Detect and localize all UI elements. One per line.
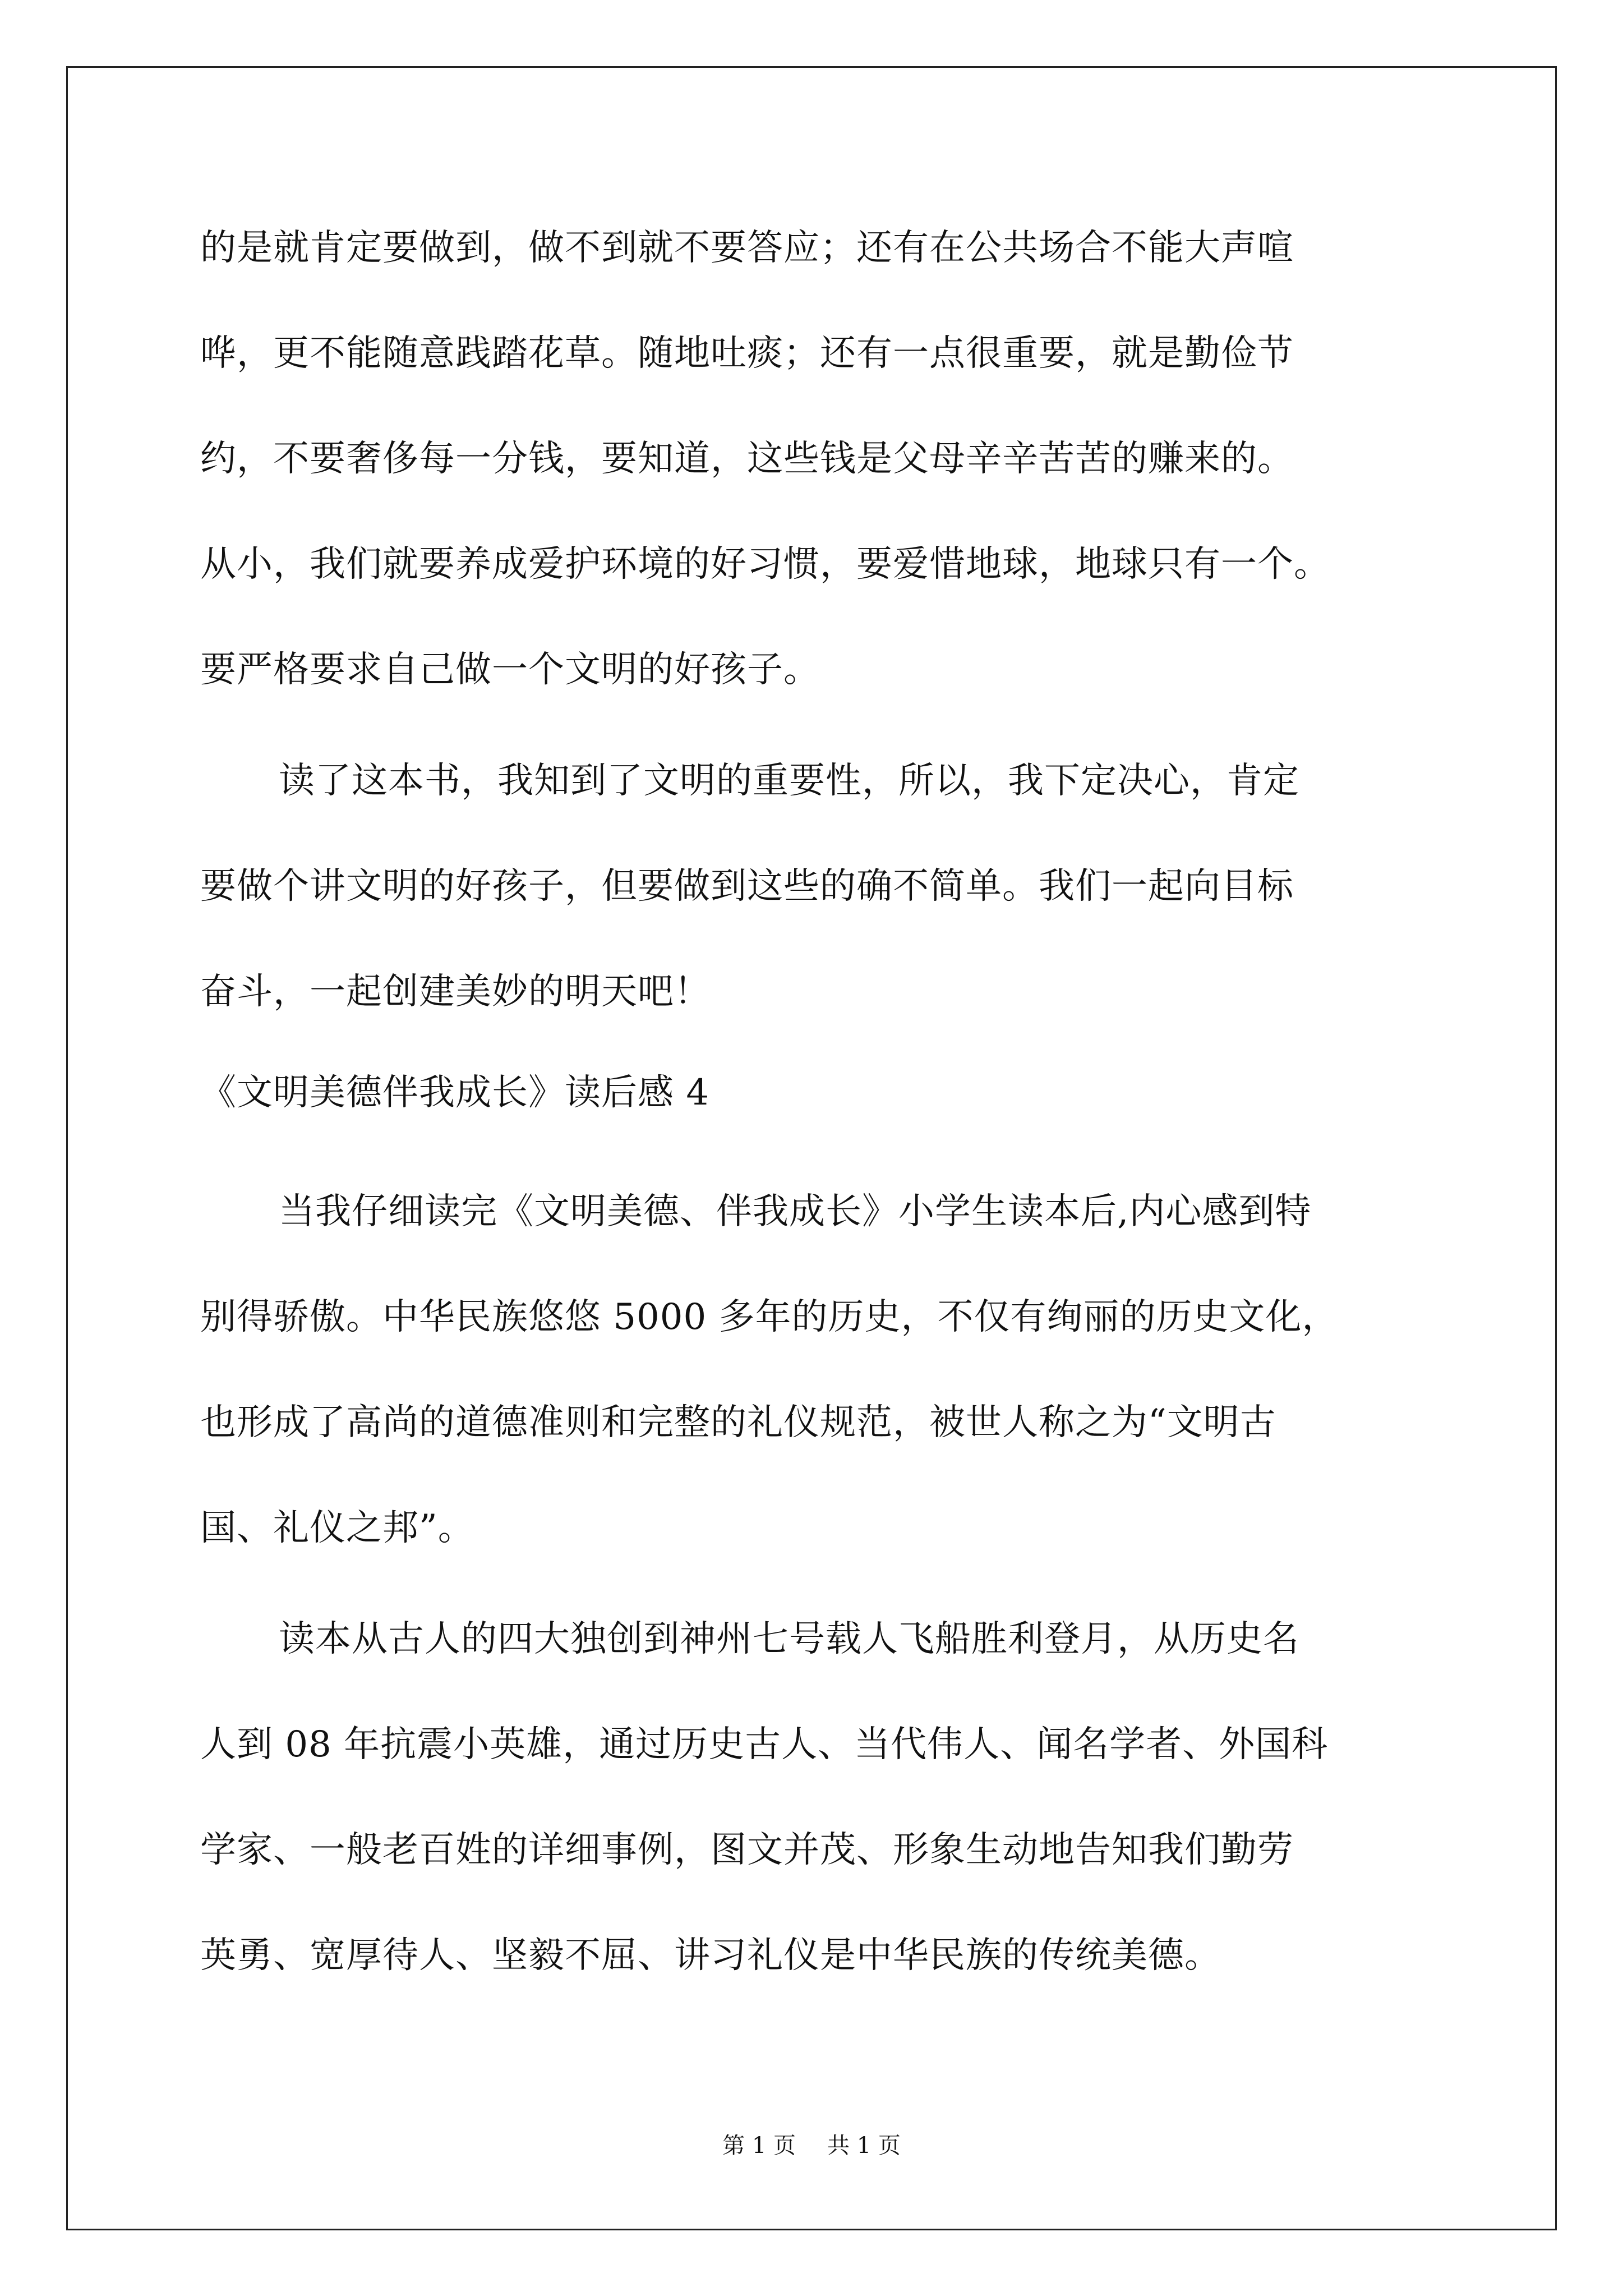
text-line: 国、礼仪之邦”。 [200, 1507, 474, 1549]
paragraph-start-line: 当我仔细读完《文明美德、伴我成长》小学生读本后,内心感到特 [279, 1191, 1312, 1232]
text-line: 别得骄傲。中华民族悠悠 5000 多年的历史，不仅有绚丽的历史文化， [200, 1296, 1339, 1338]
text-line: 也形成了高尚的道德准则和完整的礼仪规范，被世人称之为“文明古 [200, 1402, 1276, 1443]
text-line: 的是就肯定要做到，做不到就不要答应；还有在公共场合不能大声喧 [200, 227, 1294, 269]
page-number: 第 1 页 [722, 2133, 796, 2159]
text-line: 约，不要奢侈每一分钱，要知道，这些钱是父母辛辛苦苦的赚来的。 [200, 438, 1294, 480]
section-heading: 《文明美德伴我成长》读后感 4 [200, 1072, 710, 1114]
text-line: 要严格要求自己做一个文明的好孩子。 [200, 649, 820, 691]
text-line: 人到 08 年抗震小英雄，通过历史古人、当代伟人、闻名学者、外国科 [200, 1724, 1329, 1765]
text-line: 学家、一般老百姓的详细事例，图文并茂、形象生动地告知我们勤劳 [200, 1829, 1294, 1871]
page-total: 共 1 页 [827, 2133, 901, 2159]
text-line: 英勇、宽厚待人、坚毅不屈、讲习礼仪是中华民族的传统美德。 [200, 1935, 1221, 1976]
paragraph-start-line: 读本从古人的四大独创到神州七号载人飞船胜利登月，从历史名 [279, 1618, 1299, 1660]
text-line: 哗，更不能随意践踏花草。随地吐痰；还有一点很重要，就是勤俭节 [200, 333, 1294, 374]
paragraph-start-line: 读了这本书，我知到了文明的重要性，所以，我下定决心，肯定 [279, 760, 1299, 802]
text-line: 要做个讲文明的好孩子，但要做到这些的确不简单。我们一起向目标 [200, 866, 1294, 907]
page-footer [0, 2132, 1623, 2160]
page-border [66, 66, 1557, 2230]
text-line: 奋斗，一起创建美妙的明天吧！ [200, 971, 711, 1013]
text-line: 从小，我们就要养成爱护环境的好习惯，要爱惜地球，地球只有一个。 [200, 544, 1330, 585]
